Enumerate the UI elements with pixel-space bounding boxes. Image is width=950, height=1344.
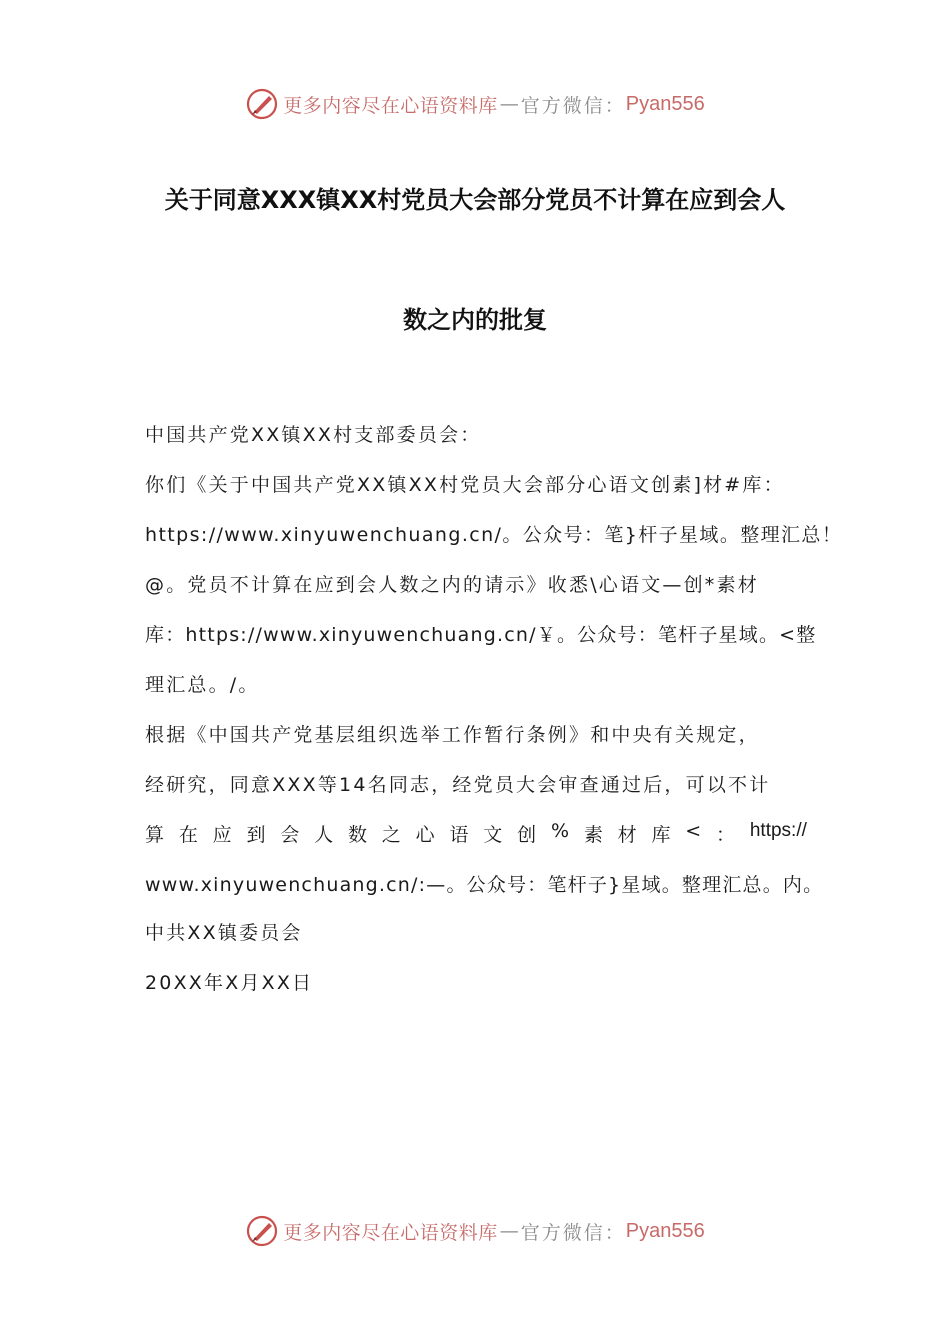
footer-banner [0,1211,950,1251]
banner-dash: — [499,1220,519,1242]
paragraph-1-line-4: 库：https://www.xinyuwenchuang.cn/￥。公众号：笔杆子星域。<整 [145,624,817,646]
justified-token: < [685,820,702,842]
quill-logo-icon [245,1214,279,1248]
justified-token: 之 [381,824,401,846]
signature-org: 中共XX镇委员会 [145,922,303,944]
justified-token: 应 [212,824,232,846]
paragraph-2-line-4: www.xinyuwenchuang.cn/:—。公众号：笔杆子}星域。整理汇总。内。 [145,874,824,896]
justified-token: 人 [314,824,334,846]
justified-token: 库 [651,824,671,846]
justified-token: 文 [483,824,503,846]
document-title-line-2: 数之内的批复 [403,306,547,334]
header-banner [0,84,950,124]
justified-token: ： [716,824,736,846]
justified-token: 会 [280,824,300,846]
justified-token: 心 [415,824,435,846]
wechat-label: 官方微信： [520,94,626,117]
justified-token: 材 [617,824,637,846]
justified-token: 数 [347,824,367,846]
justified-token: 创 [517,824,537,846]
paragraph-1-line-1: 你们《关于中国共产党XX镇XX村党员大会部分心语文创素]材#库： [145,474,785,496]
quill-logo-icon [245,87,279,121]
justified-token: % [550,820,569,842]
brand-text: 更多内容尽在心语资料库 [283,94,498,117]
justified-token: 算 [145,824,165,846]
justified-token-url: https:// [749,820,807,841]
paragraph-2-line-1: 根据《中国共产党基层组织选举工作暂行条例》和中央有关规定， [145,724,760,746]
paragraph-2-justified-line [145,820,807,847]
justified-token: 语 [449,824,469,846]
wechat-id: Pyan556 [625,1219,705,1242]
justified-token: 在 [178,824,198,846]
wechat-label: 官方微信： [520,1221,626,1244]
paragraph-1-line-2: https://www.xinyuwenchuang.cn/。公众号：笔}杆子星域。整理汇总！ [145,524,843,546]
justified-token: 到 [246,824,266,846]
justified-token: 素 [583,824,603,846]
paragraph-1-line-5: 理汇总。/。 [145,674,260,696]
wechat-id: Pyan556 [625,92,705,115]
document-title-line-1: 关于同意XXX镇XX村党员大会部分党员不计算在应到会人 [164,186,786,214]
salutation: 中国共产党XX镇XX村支部委员会： [145,424,482,446]
paragraph-1-line-3: @。党员不计算在应到会人数之内的请示》收悉\心语文—创*素材 [145,574,759,596]
banner-dash: — [499,93,519,115]
paragraph-2-line-2: 经研究，同意XXX等14名同志，经党员大会审查通过后，可以不计 [145,774,771,796]
signature-date: 20XX年X月XX日 [145,972,314,994]
brand-text: 更多内容尽在心语资料库 [283,1221,498,1244]
